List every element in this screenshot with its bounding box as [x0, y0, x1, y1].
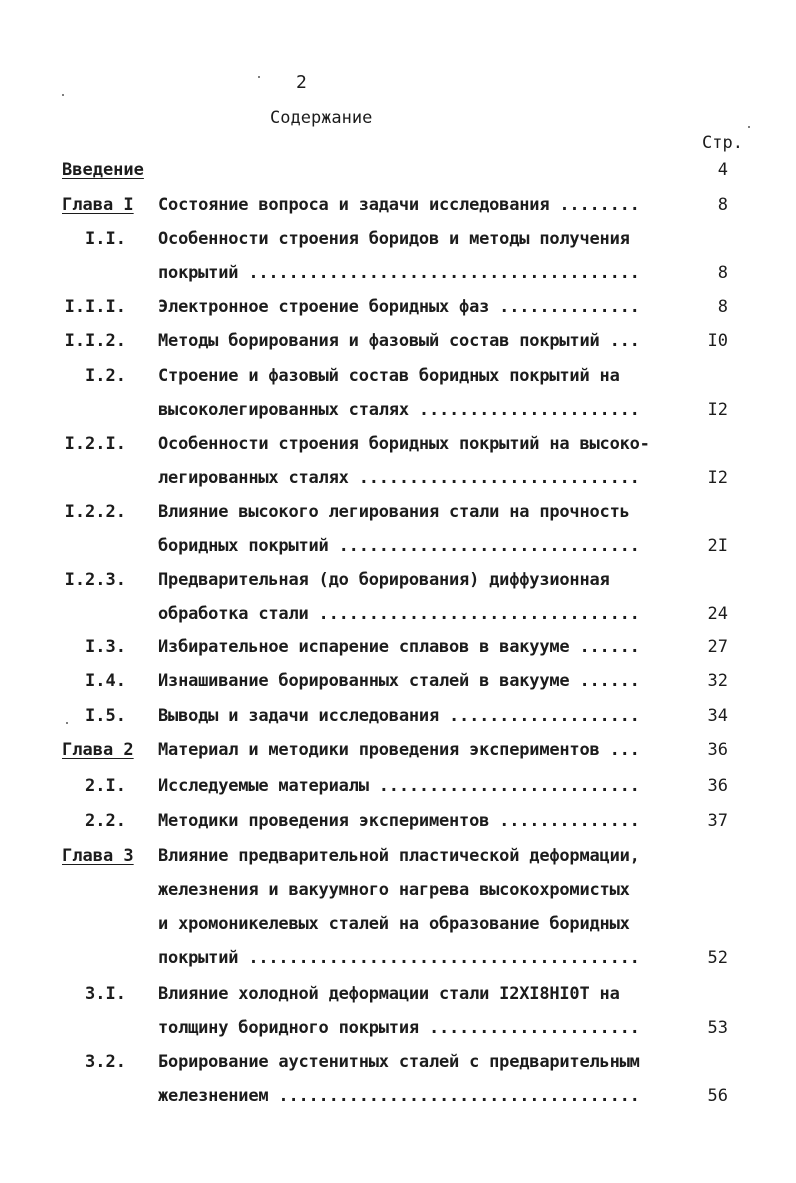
entry-number: I.2.I.: [64, 434, 126, 454]
page-column-label: Стр.: [702, 133, 743, 153]
entry-title-line: высоколегированных сталях ......................: [158, 400, 640, 420]
entry-page-number: 27: [707, 637, 728, 657]
entry-number: Глава I: [62, 195, 134, 215]
toc-title: Содержание: [270, 108, 373, 128]
entry-title-line: и хромоникелевых сталей на образование боридных: [158, 914, 630, 934]
scan-speck: [258, 76, 260, 78]
entry-title-line: Строение и фазовый состав боридных покрытий на: [158, 366, 620, 386]
toc-entry: [0, 331, 796, 365]
toc-entry: [0, 706, 796, 740]
toc-entry: [0, 366, 796, 434]
entry-number: 3.I.: [85, 984, 126, 1004]
entry-number: I.I.I.: [64, 297, 126, 317]
entry-number: I.3.: [85, 637, 126, 657]
entry-title-line: Избирательное испарение сплавов в вакууме ......: [158, 637, 640, 657]
entry-page-number: I0: [707, 331, 728, 351]
entry-page-number: 8: [717, 263, 728, 283]
toc-entry: [0, 846, 796, 982]
entry-number: I.2.3.: [64, 570, 126, 590]
toc-entry: [0, 740, 796, 774]
toc-entry: [0, 195, 796, 229]
entry-number: I.4.: [85, 671, 126, 691]
scan-speck: [62, 94, 64, 96]
entry-number: Глава 3: [62, 846, 134, 866]
entry-title-line: Состояние вопроса и задачи исследования ........: [158, 195, 640, 215]
entry-page-number: 36: [707, 740, 728, 760]
entry-title-line: Особенности строения боридов и методы получения: [158, 229, 630, 249]
entry-title-line: Методики проведения экспериментов ..............: [158, 811, 640, 831]
entry-number: Введение: [62, 160, 144, 180]
entry-title-line: Особенности строения боридных покрытий на высоко-: [158, 434, 650, 454]
entry-page-number: 34: [707, 706, 728, 726]
toc-entry: [0, 160, 796, 194]
entry-title-line: Материал и методики проведения экспериментов ...: [158, 740, 640, 760]
toc-entry: [0, 984, 796, 1052]
entry-title-line: Выводы и задачи исследования ...................: [158, 706, 640, 726]
toc-entry: [0, 434, 796, 502]
entry-title-line: Предварительная (до борирования) диффузионная: [158, 570, 610, 590]
entry-number: 2.I.: [85, 776, 126, 796]
entry-page-number: 52: [707, 948, 728, 968]
entry-title-line: Влияние холодной деформации стали I2XI8HI0T на: [158, 984, 620, 1004]
entry-title-line: боридных покрытий ..............................: [158, 536, 640, 556]
toc-entry: [0, 297, 796, 331]
entry-title-line: легированных сталях ............................: [158, 468, 640, 488]
entry-page-number: 4: [717, 160, 728, 180]
toc-entry: [0, 1052, 796, 1120]
entry-title-line: покрытий .......................................: [158, 263, 640, 283]
entry-title-line: Методы борирования и фазовый состав покрытий ...: [158, 331, 640, 351]
entry-page-number: 8: [717, 195, 728, 215]
entry-number: I.2.: [85, 366, 126, 386]
entry-title-line: Электронное строение боридных фаз ..............: [158, 297, 640, 317]
toc-entry: [0, 811, 796, 845]
entry-page-number: 37: [707, 811, 728, 831]
entry-title-line: обработка стали ................................: [158, 604, 640, 624]
entry-page-number: 56: [707, 1086, 728, 1106]
entry-page-number: 2I: [707, 536, 728, 556]
entry-title-line: Борирование аустенитных сталей с предварительным: [158, 1052, 640, 1072]
entry-number: I.2.2.: [64, 502, 126, 522]
entry-page-number: 32: [707, 671, 728, 691]
entry-number: 2.2.: [85, 811, 126, 831]
entry-title-line: Исследуемые материалы ..........................: [158, 776, 640, 796]
entry-number: I.I.: [85, 229, 126, 249]
entry-title-line: Изнашивание борированных сталей в вакууме ......: [158, 671, 640, 691]
entry-title-line: железнением ....................................: [158, 1086, 640, 1106]
entry-title-line: покрытий .......................................: [158, 948, 640, 968]
entry-page-number: I2: [707, 468, 728, 488]
toc-entry: [0, 671, 796, 705]
scan-speck: [748, 126, 750, 128]
entry-title-line: железнения и вакуумного нагрева высокохромистых: [158, 880, 630, 900]
entry-page-number: I2: [707, 400, 728, 420]
entry-page-number: 53: [707, 1018, 728, 1038]
toc-entry: [0, 502, 796, 570]
toc-entry: [0, 637, 796, 671]
entry-title-line: Влияние высокого легирования стали на прочность: [158, 502, 630, 522]
entry-page-number: 8: [717, 297, 728, 317]
entry-number: 3.2.: [85, 1052, 126, 1072]
entry-page-number: 24: [707, 604, 728, 624]
entry-title-line: Влияние предварительной пластической деформации,: [158, 846, 640, 866]
toc-entry: [0, 776, 796, 810]
toc-entry: [0, 229, 796, 297]
entry-number: I.I.2.: [64, 331, 126, 351]
entry-title-line: толщину боридного покрытия .....................: [158, 1018, 640, 1038]
entry-number: Глава 2: [62, 740, 134, 760]
page-number: 2: [296, 72, 307, 93]
entry-page-number: 36: [707, 776, 728, 796]
entry-number: I.5.: [85, 706, 126, 726]
toc-entry: [0, 570, 796, 638]
scan-speck: [66, 722, 68, 724]
